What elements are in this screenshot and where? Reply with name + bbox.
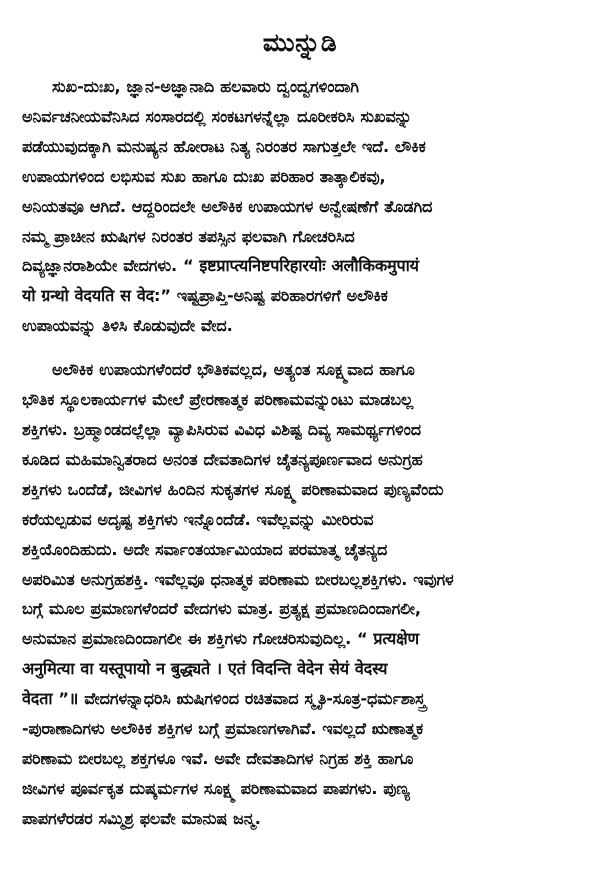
text-line: ನಮ್ಮ ಪ್ರಾಚೀನ ಋಷಿಗಳ ನಿರಂತರ ತಪಸ್ಸಿನ ಫಲವಾಗಿ ಗೋಚರಿಸಿದ	[22, 226, 355, 246]
text-line: ಭೌತಿಕ ಸ್ಥೂಲಕಾರ್ಯಗಳ ಮೇಲೆ ಪ್ರೇರಣಾತ್ಮಕ ಪರಿಣಾಮವನ್ನುಂಟು ಮಾಡಬಲ್ಲ	[22, 390, 414, 410]
text-line: ಪರಿಣಾಮ ಬೀರಬಲ್ಲ ಶಕ್ತಗಳೂ ಇವೆ. ಅವೇ ದೇವತಾದಿಗಳ ನಿಗ್ರಹ ಶಕ್ತಿ ಹಾಗೂ	[22, 748, 414, 768]
page-title: ಮುನ್ನುಡಿ	[262, 28, 338, 57]
text-line: ಅಲೌಕಿಕ ಉಪಾಯಗಳೆಂದರೆ ಭೌತಿಕವಲ್ಲದ, ಅತ್ಯಂತ ಸೂಕ್ಷ್ಮವಾದ ಹಾಗೂ	[52, 360, 415, 380]
text-line: यो ग्रन्थो वेदयति स वेद:” ಇಷ್ಟಪ್ರಾಪ್ತಿ-ಅನಿಷ್ಟ ಪರಿಹಾರಗಳಿಗೆ ಅಲೌಕಿಕ	[22, 286, 388, 306]
text-line: ಶಕ್ತಿಗಳು ಒಂದೆಡೆ, ಜೀವಿಗಳ ಹಿಂದಿನ ಸುಕೃತಗಳ ಸೂಕ್ಷ್ಮ ಪರಿಣಾಮವಾದ ಪುಣ್ಯವೆಂದು	[22, 479, 444, 499]
text-line: ದಿವ್ಯಜ್ಞಾನರಾಶಿಯೇ ವೇದಗಳು. “ इष्टप्राप्त्यनिष्टपरिहारयोः अलौकिकमुपायं	[22, 256, 419, 276]
paragraph-1	[22, 72, 578, 341]
text-line: ಕರೆಯಲ್ಪಡುವ ಅದೃಷ್ಟ ಶಕ್ತಿಗಳು ಇನ್ನೊಂದೆಡೆ. ಇವೆಲ್ಲವನ್ನು ಮೀರಿರುವ	[22, 509, 374, 529]
text-line: ಉಪಾಯವನ್ನು ತಿಳಿಸಿ ಕೊಡುವುದೇ ವೇದ.	[22, 316, 233, 336]
text-line: ಅನುಮಾನ ಪ್ರಮಾಣದಿಂದಾಗಲೀ ಈ ಶಕ್ತಿಗಳು ಗೋಚರಿಸುವುದಿಲ್ಲ. “ प्रत्यक्षेण	[22, 629, 419, 649]
text-line: ಸುಖ-ದುಃಖ, ಜ್ಞಾನ-ಅಜ್ಞಾನಾದಿ ಹಲವಾರು ದ್ವಂದ್ವಗಳಿಂದಾಗಿ	[52, 77, 359, 96]
text-line: ಜೀವಿಗಳ ಪೂರ್ವಕೃತ ದುಷ್ಕರ್ಮಗಳ ಸೂಕ್ಷ್ಮ ಪರಿಣಾಮವಾದ ಪಾಪಗಳು. ಪುಣ್ಯ	[22, 778, 410, 798]
text-line: ಕೂಡಿದ ಮಹಿಮಾನ್ವಿತರಾದ ಅನಂತ ದೇವತಾದಿಗಳ ಚೈತನ್ಯಪೂರ್ಣವಾದ ಅನುಗ್ರಹ	[22, 449, 423, 469]
text-line: ಬಗ್ಗೆ ಮೂಲ ಪ್ರಮಾಣಗಳೆಂದರೆ ವೇದಗಳು ಮಾತ್ರ. ಪ್ರತ್ಯಕ್ಷ ಪ್ರಮಾಣದಿಂದಾಗಲೀ,	[22, 599, 421, 619]
paragraph-2	[22, 355, 578, 834]
text-line: ಪಾಪಗಳೆರಡರ ಸಮ್ಮಿಶ್ರ ಫಲವೇ ಮಾನುಷ ಜನ್ಮ.	[22, 808, 261, 828]
text-line: ಶಕ್ತಿಗಳು. ಬ್ರಹ್ಮಾಂಡದಲ್ಲೆಲ್ಲಾ ವ್ಯಾಪಿಸಿರುವ ವಿವಿಧ ವಿಶಿಷ್ಟ ದಿವ್ಯ ಸಾಮರ್ಥ್ಯಗಳಿಂದ	[22, 419, 421, 439]
text-line: ಶಕ್ತಿಯೊಂದಿಹುದು. ಅದೇ ಸರ್ವಾಂತರ್ಯಾಮಿಯಾದ ಪರಮಾತ್ಮ ಚೈತನ್ಯದ	[22, 539, 388, 559]
text-line: ಅನಿಯತವೂ ಆಗಿದೆ. ಆದ್ದರಿಂದಲೇ ಅಲೌಕಿಕ ಉಪಾಯಗಳ ಅನ್ವೇಷಣೆಗೆ ತೊಡಗಿದ	[22, 196, 433, 216]
text-line: -ಪುರಾಣಾದಿಗಳು ಅಲೌಕಿಕ ಶಕ್ತಿಗಳ ಬಗ್ಗೆ ಪ್ರಮಾಣಗಳಾಗಿವೆ. ಇವಲ್ಲದೆ ಋಣಾತ್ಮಕ	[22, 719, 424, 739]
paragraph-gap	[22, 341, 578, 355]
text-line: ಪಡೆಯುವುದಕ್ಕಾಗಿ ಮನುಷ್ಯನ ಹೋರಾಟ ನಿತ್ಯ ನಿರಂತರ ಸಾಗುತ್ತಲೇ ಇದೆ. ಲೌಕಿಕ	[22, 136, 426, 156]
text-line: ಅನಿರ್ವಚನೀಯವೆನಿಸಿದ ಸಂಸಾರದಲ್ಲಿ ಸಂಕಟಗಳನ್ನೆಲ್ಲಾ ದೂರೀಕರಿಸಿ ಸುಖವನ್ನು	[22, 106, 412, 126]
text-line: वेदता ”॥ ವೇದಗಳನ್ನಾಧರಿಸಿ ಋಷಿಗಳಿಂದ ರಚಿತವಾದ ಸ್ಮೃತಿ-ಸೂತ್ರ-ಧರ್ಮಶಾಸ್ತ್ರ	[22, 689, 426, 709]
text-line: ಉಪಾಯಗಳಿಂದ ಲಭಿಸುವ ಸುಖ ಹಾಗೂ ದುಃಖ ಪರಿಹಾರ ತಾತ್ಕಾಲಿಕವು,	[22, 166, 386, 186]
text-line: ಅಪರಿಮಿತ ಅನುಗ್ರಹಶಕ್ತಿ. ಇವೆಲ್ಲವೂ ಧನಾತ್ಮಕ ಪರಿಣಾಮ ಬೀರಬಲ್ಲಶಕ್ತಿಗಳು. ಇವುಗಳ	[22, 569, 454, 589]
text-line: अनुमित्या वा यस्तूपायो न बुद्ध्यते । एतं विदन्ति वेदेन सेयं वेदस्य	[22, 659, 388, 679]
